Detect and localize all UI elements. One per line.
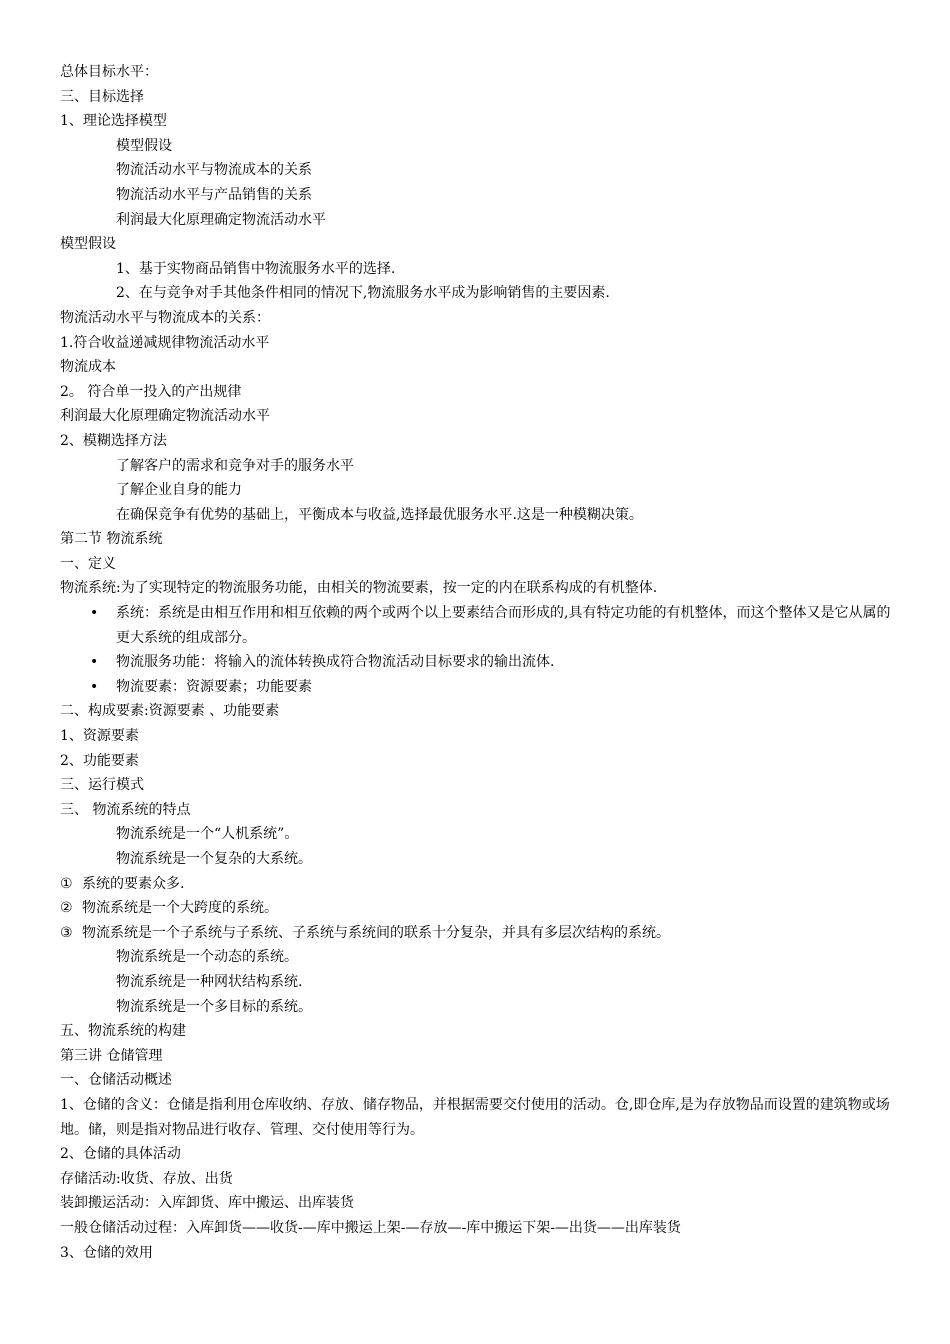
heading: 1、理论选择模型: [60, 113, 167, 130]
list-item: 物流系统是一个“人机系统”。: [116, 826, 299, 843]
bullet-icon: •: [90, 654, 99, 671]
text-line: 2、功能要素: [60, 752, 139, 769]
text-line: 装卸搬运活动：入库卸货、库中搬运、出库装货: [60, 1195, 354, 1212]
list-item: 利润最大化原理确定物流活动水平: [116, 211, 326, 228]
text-line: 1、资源要素: [60, 728, 139, 745]
heading: 一、定义: [60, 555, 116, 572]
heading: 2、模糊选择方法: [60, 432, 167, 449]
text-line: 物流成本: [60, 359, 116, 376]
document-page: [60, 60, 896, 1265]
heading: 五、物流系统的构建: [60, 1023, 186, 1040]
list-item: 在确保竞争有优势的基础上，平衡成本与收益,选择最优服务水平.这是一种模糊决策。: [116, 506, 643, 523]
section-heading: 第二节 物流系统: [60, 531, 163, 548]
numbered-item: ② 物流系统是一个大跨度的系统。: [60, 896, 896, 921]
text-line: 一般仓储活动过程：入库卸货——收货-—库中搬运上架-—存放—-库中搬运下架-—出货——出库装货: [60, 1219, 681, 1236]
paragraph: 1、仓储的含义：仓储是指利用仓库收纳、存放、储存物品，并根据需要交付使用的活动。仓,即仓库,是为存放物品而设置的建筑物或场地。储，则是指对物品进行收存、管理、交付使用等行为。: [60, 1096, 890, 1138]
list-item: 物流系统是一个多目标的系统。: [116, 998, 312, 1015]
list-item: 了解客户的需求和竞争对手的服务水平: [116, 457, 354, 474]
list-item: 2、在与竞争对手其他条件相同的情况下,物流服务水平成为影响销售的主要因素.: [116, 285, 610, 302]
heading: 三、运行模式: [60, 777, 144, 794]
list-item: 物流系统是一种网状结构系统.: [116, 973, 303, 990]
text-line: 存储活动:收货、存放、出货: [60, 1170, 233, 1187]
heading: 3、仓储的效用: [60, 1244, 153, 1261]
circled-number: ②: [60, 900, 73, 917]
heading: 2、仓储的具体活动: [60, 1146, 181, 1163]
text-line: 1.符合收益递减规律物流活动水平: [60, 334, 270, 351]
bullet-icon: •: [90, 678, 99, 695]
text-line: 物流活动水平与物流成本的关系：: [60, 309, 270, 326]
list-item: 模型假设: [116, 137, 172, 154]
list-item: 物流系统是一个复杂的大系统。: [116, 851, 312, 867]
numbered-item: ③ 物流系统是一个子系统与子系统、子系统与系统间的联系十分复杂，并具有多层次结构的系统。: [60, 921, 896, 946]
text-line: 利润最大化原理确定物流活动水平: [60, 408, 270, 425]
heading: 三、 物流系统的特点: [60, 801, 191, 818]
text-line: 模型假设: [60, 236, 116, 253]
bullet-icon: •: [90, 605, 99, 622]
text-line: 总体目标水平：: [60, 64, 158, 80]
list-item: 物流活动水平与产品销售的关系: [116, 186, 312, 203]
list-item: 了解企业自身的能力: [116, 482, 242, 499]
circled-number: ①: [60, 875, 73, 892]
list-item: 物流活动水平与物流成本的关系: [116, 162, 312, 179]
list-item: • 系统：系统是由相互作用和相互依赖的两个或两个以上要素结合而形成的,具有特定功能的有机整体，而这个整体又是它从属的更大系统的组成部分。: [60, 601, 896, 650]
heading: 二、构成要素:资源要素 、功能要素: [60, 703, 280, 720]
list-item: 1、基于实物商品销售中物流服务水平的选择.: [116, 260, 396, 277]
list-item: • 物流服务功能：将输入的流体转换成符合物流活动目标要求的输出流体.: [60, 650, 896, 675]
section-heading: 第三讲 仓储管理: [60, 1047, 163, 1064]
heading: 三、目标选择: [60, 88, 144, 105]
list-item: 物流系统是一个动态的系统。: [116, 949, 298, 966]
text-line: 物流系统:为了实现特定的物流服务功能，由相关的物流要素，按一定的内在联系构成的有机整体.: [60, 580, 658, 597]
circled-number: ③: [60, 924, 73, 941]
heading: 一、仓储活动概述: [60, 1072, 172, 1089]
text-line: 2。 符合单一投入的产出规律: [60, 383, 242, 400]
numbered-item: ① 系统的要素众多.: [60, 872, 896, 897]
list-item: • 物流要素：资源要素；功能要素: [60, 675, 896, 700]
